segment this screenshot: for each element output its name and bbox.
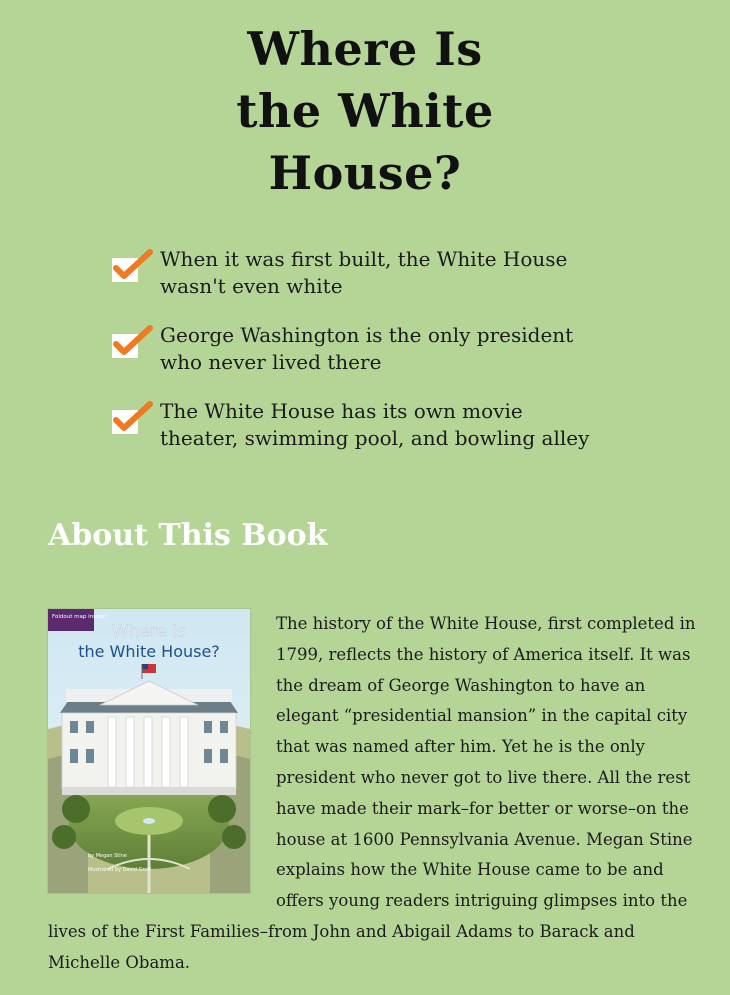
fact-line-1: The White House has its own movie: [160, 399, 523, 423]
page-title: [0, 18, 730, 204]
cover-title-line-2: the White House?: [78, 642, 220, 661]
fact-item: [110, 322, 630, 398]
checkbox-check-icon: [110, 248, 154, 284]
fact-line-1: George Washington is the only president: [160, 323, 574, 347]
fact-item: [110, 246, 630, 322]
cover-illustrator: illustrated by David Groff: [88, 867, 151, 873]
checkbox-check-icon: [110, 400, 154, 436]
title-line-1: Where Is: [247, 22, 483, 76]
fact-list: [110, 246, 630, 474]
fact-line-2: theater, swimming pool, and bowling alley: [160, 426, 590, 450]
cover-badge-text: Foldout map inside!: [52, 614, 107, 620]
fact-line-1: When it was first built, the White House: [160, 247, 568, 271]
cover-author: by Megan Stine: [88, 853, 127, 859]
description-text: The history of the White House, first completed in 1799, reflects the history of America itself. It was the dream of George Washington to have an elegant “presidential mansion” in the capital city that was named after him. Yet he is the only president who never got to live there. All the rest have made their mark–for better or worse–on the house at 1600 Pennsylvania Avenue. Megan Stine explains how the White House came to be and offers young readers intriguing glimpses into the lives of the First Families–from John and Abigail Adams to Barack and Michelle Obama.: [48, 614, 696, 972]
book-cover-image: [48, 609, 250, 893]
fact-line-2: wasn't even white: [160, 274, 343, 298]
title-line-2: the White: [236, 84, 494, 138]
section-heading: About This Book: [48, 518, 328, 553]
cover-badge: [48, 609, 94, 631]
fact-item: [110, 398, 630, 474]
checkbox-check-icon: [110, 324, 154, 360]
cover-title-line-1: Where Is: [111, 622, 187, 642]
fact-line-2: who never lived there: [160, 350, 382, 374]
title-line-3: House?: [268, 146, 462, 200]
